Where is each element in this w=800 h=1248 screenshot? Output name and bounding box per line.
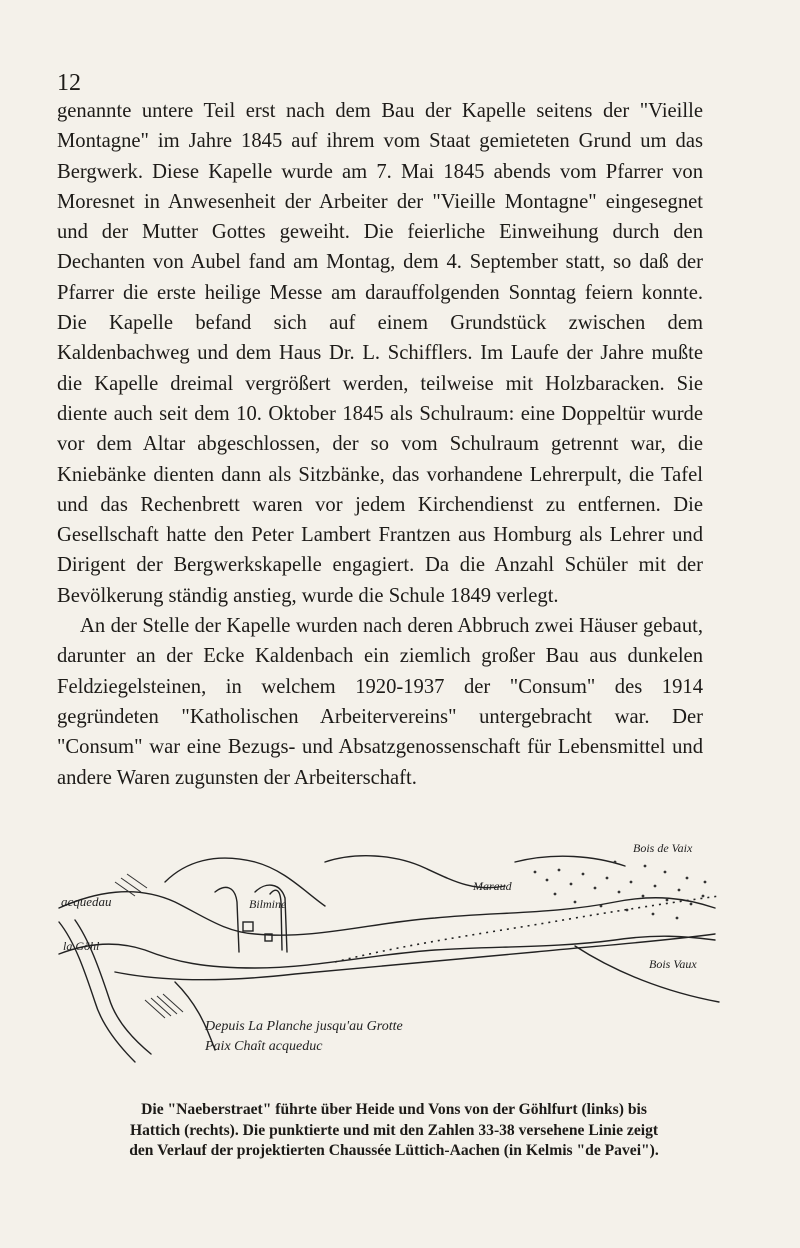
figure-caption	[74, 1100, 714, 1162]
caption-line: Hattich (rechts). Die punktierte und mit den Zahlen 33-38 versehene Linie zeigt	[129, 1121, 659, 1139]
stream-line	[575, 946, 719, 1002]
map-label-left-bottom: la Göhl	[63, 939, 100, 953]
map-label-top-right: Bois de Vaix	[633, 841, 693, 855]
body-text	[57, 96, 703, 793]
river-line-top	[59, 892, 715, 935]
page-number: 12	[57, 70, 81, 96]
map-label-left-top: acquedau	[61, 894, 112, 909]
map-legend-line: Depuis La Planche jusqu'au Grotte	[205, 1019, 403, 1034]
hill-outline	[165, 858, 325, 906]
map-legend-line: Paix Chaît acqueduc	[205, 1039, 323, 1054]
woodland-stipple	[534, 861, 707, 920]
caption-line: den Verlauf der projektierten Chaussée Lüttich-Aachen (in Kelmis "de Pavei").	[129, 1142, 659, 1159]
paragraph: genannte untere Teil erst nach dem Bau der Kapelle seitens der "Vieille Montagne" im Jahre 1845 auf ihrem vom Staat gemieteten Grund um das Bergwerk. Diese Kapelle wurde am 7. Mai 1845 abends vom Pfarrer von Moresnet in Anwesenheit der Arbeiter der "Vieille Montagne" eingesegnet und der Mutter Gottes geweiht. Die feierliche Einweihung durch den Dechanten von Aubel fand am Montag, dem 4. September statt, so daß der Pfarrer die erste heilige Messe am darauffolgenden Sonntag feiern konnte. Die Kapelle befand sich auf einem Grundstück zwischen dem Kaldenbachweg und dem Haus Dr. L. Schifflers. Im Laufe der Jahre mußte die Kapelle dreimal vergrößert werden, teilweise mit Holzbaracken. Sie diente auch seit dem 10. Oktober 1845 als Schulraum: eine Doppeltür wurde vor dem Altar abgeschlossen, der so vom Schulraum getrennt war, die Kniebänke dienten dann als Sitzbänke, das vorhandene Lehrerpult, die Tafel und das Rechenbrett waren vor jedem Kirchendienst zu entfernen. Die Gesellschaft hatte den Peter Lambert Frantzen aus Homburg als Lehrer und Dirigent der Bergwerkskapelle engagiert. Da die Anzahl Schüler mit der Bevölkerung ständig anstieg, wurde die Schule 1849 verlegt.	[57, 100, 703, 607]
map-label-upper-mid: Maraud	[473, 879, 512, 893]
map-label-center: Bilmine	[249, 897, 287, 911]
building	[243, 922, 253, 931]
paragraph: An der Stelle der Kapelle wurden nach deren Abbruch zwei Häuser gebaut, darunter an der Ecke Kaldenbach ein ziemlich großer Bau aus dunkelen Feldziegelsteinen, in welchem 1920-1937 der "Consum" des 1914 gegründeten "Katholischen Arbeitervereins" untergebracht war. Der "Consum" war eine Bezugs- und Absatzgenossenschaft für Lebensmittel und andere Waren zugunsten der Arbeiterschaft.	[57, 615, 703, 789]
map-drawing	[55, 822, 723, 1092]
hill-outline	[515, 856, 625, 866]
historic-map-figure	[55, 822, 723, 1092]
map-label-right: Bois Vaux	[649, 957, 697, 971]
river-line-bottom	[59, 936, 715, 968]
caption-line: Die "Naeberstraet" führte über Heide und Vons von der Göhlfurt (links) bis	[141, 1101, 647, 1118]
field-outline	[215, 887, 239, 952]
